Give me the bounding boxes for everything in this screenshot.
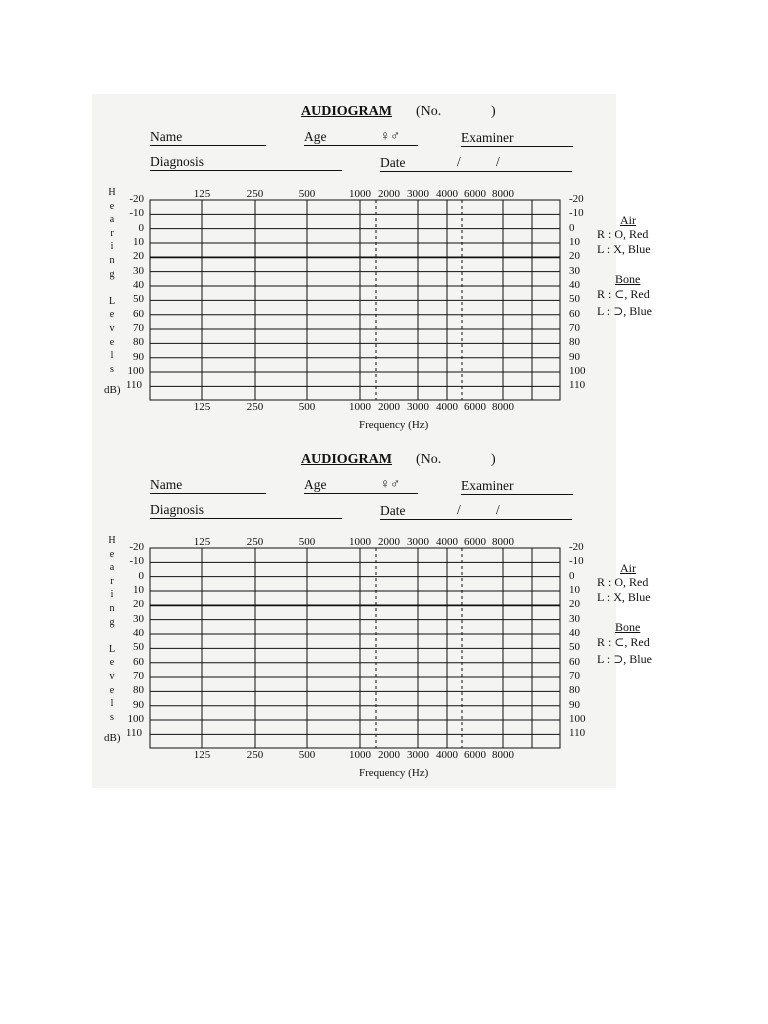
date-separator: / (496, 502, 500, 517)
axis-title-letter: L (108, 643, 116, 655)
legend-bone-right: R : ⊂, Red (597, 287, 650, 301)
examiner-label: Examiner (461, 130, 514, 145)
frequency-label-bottom: 8000 (492, 401, 514, 413)
date-separator: / (496, 154, 500, 169)
examiner-field[interactable] (461, 146, 573, 147)
form-title: AUDIOGRAM (301, 452, 392, 467)
frequency-label-bottom: 500 (298, 401, 316, 413)
db-level-label-right: 100 (569, 713, 586, 726)
axis-title-letter: L (108, 295, 116, 307)
axis-title-letter: a (109, 214, 115, 226)
legend-bone-left: L : ⊃, Blue (597, 304, 652, 318)
frequency-label-bottom: 6000 (464, 401, 486, 413)
db-level-label-left: 0 (138, 221, 144, 234)
frequency-label-top: 125 (193, 536, 211, 548)
db-level-label-left: 80 (133, 336, 144, 349)
db-level-label-left: -20 (129, 193, 144, 205)
db-unit-label: dB) (104, 384, 121, 396)
db-level-label-left: 90 (133, 698, 144, 711)
frequency-label-top: 3000 (407, 188, 429, 200)
db-level-label-right: 0 (569, 569, 575, 582)
age-label: Age (304, 129, 327, 144)
db-level-label-left: 60 (133, 655, 144, 668)
db-level-label-left: 50 (133, 293, 144, 306)
db-level-label-right: 70 (569, 322, 580, 335)
frequency-label-top: 2000 (378, 536, 400, 548)
axis-title-letter: a (109, 562, 115, 574)
legend-bone-right: R : ⊂, Red (597, 635, 650, 649)
axis-title-letter: v (109, 671, 115, 682)
frequency-label-bottom: 1000 (349, 401, 371, 413)
frequency-label-bottom: 3000 (407, 401, 429, 413)
db-level-label-left: 100 (127, 713, 144, 726)
form-title: AUDIOGRAM (301, 104, 392, 119)
axis-title-letter: l (110, 698, 114, 710)
audiogram-grid[interactable] (150, 548, 560, 748)
db-level-label-left: 10 (133, 236, 144, 248)
diagnosis-label: Diagnosis (150, 502, 204, 517)
frequency-label-top: 250 (246, 188, 264, 200)
frequency-label-top: 4000 (436, 536, 458, 548)
diagnosis-label: Diagnosis (150, 154, 204, 169)
sex-symbols[interactable]: ♀♂ (380, 128, 401, 143)
axis-title-letter: i (110, 589, 114, 601)
diagnosis-field[interactable] (150, 518, 342, 519)
name-label: Name (150, 129, 183, 144)
date-label: Date (380, 503, 406, 518)
db-level-label-right: 50 (569, 293, 580, 306)
age-field[interactable] (304, 493, 418, 494)
frequency-label-bottom: 8000 (492, 749, 514, 761)
frequency-label-top: 1000 (349, 536, 371, 548)
axis-title-letter: e (109, 684, 115, 696)
record-number-close: ) (491, 452, 496, 467)
frequency-label-top: 8000 (492, 188, 514, 200)
audiogram-grid[interactable] (150, 200, 560, 400)
legend-air-right: R : O, Red (597, 227, 649, 241)
db-level-label-right: 110 (569, 727, 586, 740)
frequency-label-bottom: 125 (193, 401, 211, 413)
frequency-label-top: 3000 (407, 536, 429, 548)
axis-title-letter: n (109, 603, 115, 614)
db-level-label-left: 50 (133, 641, 144, 654)
frequency-label-top: 2000 (378, 188, 400, 200)
axis-title-letter: e (109, 309, 115, 321)
frequency-label-top: 125 (193, 188, 211, 200)
db-level-label-right: 60 (569, 307, 580, 320)
axis-title-letter: e (109, 336, 115, 348)
date-label: Date (380, 155, 406, 170)
db-level-label-right: 30 (569, 264, 580, 277)
db-level-label-right: 110 (569, 379, 586, 392)
db-level-label-right: 30 (569, 612, 580, 625)
axis-title-letter: e (109, 657, 115, 669)
db-level-label-right: 0 (569, 221, 575, 234)
db-level-label-right: -20 (569, 541, 584, 553)
axis-title-letter: v (109, 323, 115, 334)
frequency-label-bottom: 4000 (436, 749, 458, 761)
axis-title-letter: l (110, 350, 114, 362)
date-field[interactable] (380, 171, 572, 172)
db-level-label-right: 20 (569, 250, 580, 263)
frequency-label-top: 500 (298, 188, 316, 200)
db-level-label-right: 100 (569, 365, 586, 378)
age-label: Age (304, 477, 327, 492)
db-level-label-right: 80 (569, 336, 580, 349)
db-level-label-right: 40 (569, 279, 580, 292)
sex-symbols[interactable]: ♀♂ (380, 476, 401, 491)
db-level-label-left: -10 (129, 207, 144, 220)
legend-air-right: R : O, Red (597, 575, 649, 589)
frequency-label-top: 250 (246, 536, 264, 548)
db-level-label-right: 90 (569, 350, 580, 363)
date-separator: / (457, 154, 461, 169)
diagnosis-field[interactable] (150, 170, 342, 171)
axis-title-letter: s (110, 363, 114, 375)
frequency-axis-title: Frequency (Hz) (359, 767, 429, 779)
db-level-label-left: -20 (129, 541, 144, 553)
db-level-label-right: 90 (569, 698, 580, 711)
axis-title-letter: H (108, 187, 116, 198)
db-level-label-left: 30 (133, 264, 144, 277)
record-number-close: ) (491, 104, 496, 119)
record-number-label: (No. (416, 452, 442, 467)
frequency-label-top: 4000 (436, 188, 458, 200)
db-level-label-right: 40 (569, 627, 580, 640)
frequency-axis-title: Frequency (Hz) (359, 419, 429, 431)
axis-title-letter: r (110, 227, 114, 239)
db-level-label-left: 10 (133, 584, 144, 596)
db-level-label-right: 70 (569, 670, 580, 683)
axis-title-letter: e (109, 548, 115, 560)
db-level-label-left: 20 (133, 250, 144, 263)
axis-title-letter: g (109, 616, 115, 628)
db-level-label-left: 40 (133, 279, 144, 292)
frequency-label-top: 8000 (492, 536, 514, 548)
db-level-label-left: 90 (133, 350, 144, 363)
legend-bone-title: Bone (615, 620, 641, 634)
db-level-label-right: -10 (569, 555, 584, 568)
db-level-label-right: 20 (569, 598, 580, 611)
name-field[interactable] (150, 493, 266, 494)
db-level-label-left: 110 (125, 727, 142, 740)
db-level-label-left: 70 (133, 670, 144, 683)
frequency-label-bottom: 125 (193, 749, 211, 761)
frequency-label-top: 1000 (349, 188, 371, 200)
db-level-label-right: 60 (569, 655, 580, 668)
examiner-label: Examiner (461, 478, 514, 493)
frequency-label-bottom: 3000 (407, 749, 429, 761)
legend-bone-title: Bone (615, 272, 641, 286)
frequency-label-bottom: 1000 (349, 749, 371, 761)
db-level-label-left: 40 (133, 627, 144, 640)
examiner-field[interactable] (461, 494, 573, 495)
frequency-label-bottom: 4000 (436, 401, 458, 413)
db-level-label-left: 70 (133, 322, 144, 335)
db-level-label-right: -20 (569, 193, 584, 205)
age-field[interactable] (304, 145, 418, 146)
db-level-label-left: 30 (133, 612, 144, 625)
axis-title-letter: n (109, 255, 115, 266)
axis-title-letter: H (108, 535, 116, 546)
date-separator: / (457, 502, 461, 517)
frequency-label-bottom: 2000 (378, 749, 400, 761)
axis-title-letter: s (110, 711, 114, 723)
record-number-label: (No. (416, 104, 442, 119)
legend-air-title: Air (620, 213, 636, 227)
db-level-label-left: 60 (133, 307, 144, 320)
frequency-label-top: 6000 (464, 536, 486, 548)
frequency-label-top: 6000 (464, 188, 486, 200)
date-field[interactable] (380, 519, 572, 520)
db-unit-label: dB) (104, 732, 121, 744)
legend-air-left: L : X, Blue (597, 242, 651, 256)
audiogram-form (0, 104, 768, 449)
frequency-label-bottom: 250 (246, 749, 264, 761)
db-level-label-left: -10 (129, 555, 144, 568)
name-label: Name (150, 477, 183, 492)
frequency-label-top: 500 (298, 536, 316, 548)
db-level-label-left: 110 (125, 379, 142, 392)
frequency-label-bottom: 6000 (464, 749, 486, 761)
frequency-label-bottom: 250 (246, 401, 264, 413)
axis-title-letter: g (109, 268, 115, 280)
name-field[interactable] (150, 145, 266, 146)
db-level-label-left: 20 (133, 598, 144, 611)
axis-title-letter: i (110, 241, 114, 253)
axis-title-letter: r (110, 575, 114, 587)
db-level-label-right: 10 (569, 584, 580, 596)
frequency-label-bottom: 2000 (378, 401, 400, 413)
legend-air-left: L : X, Blue (597, 590, 651, 604)
db-level-label-right: 10 (569, 236, 580, 248)
legend-air-title: Air (620, 561, 636, 575)
db-level-label-left: 80 (133, 684, 144, 697)
db-level-label-left: 0 (138, 569, 144, 582)
db-level-label-right: 50 (569, 641, 580, 654)
db-level-label-right: 80 (569, 684, 580, 697)
db-level-label-left: 100 (127, 365, 144, 378)
legend-bone-left: L : ⊃, Blue (597, 652, 652, 666)
frequency-label-bottom: 500 (298, 749, 316, 761)
audiogram-form (0, 452, 768, 797)
axis-title-letter: e (109, 200, 115, 212)
db-level-label-right: -10 (569, 207, 584, 220)
